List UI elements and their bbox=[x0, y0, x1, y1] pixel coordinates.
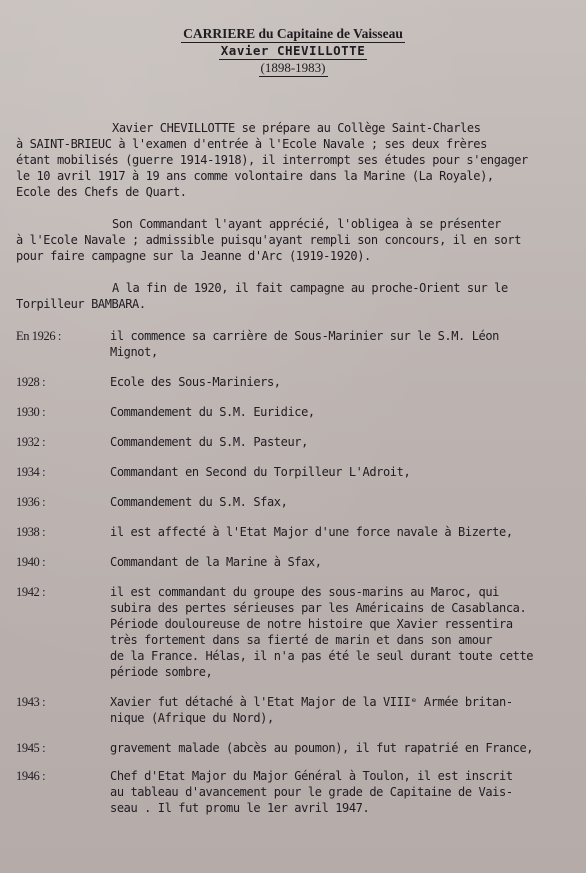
text-line: Xavier fut détaché à l'Etat Major de la VIIIᵉ Armée britan- bbox=[110, 695, 513, 709]
entry-description bbox=[110, 740, 576, 756]
entry-year: 1946 : bbox=[16, 769, 46, 783]
entry-year: 1942 : bbox=[16, 585, 46, 599]
intro-paragraph bbox=[16, 280, 576, 312]
text-line: Commandement du S.M. Pasteur, bbox=[110, 435, 308, 449]
text-line: Xavier CHEVILLOTTE se prépare au Collège Saint-Charles bbox=[112, 121, 481, 135]
entry-description bbox=[110, 584, 576, 680]
career-entry bbox=[16, 768, 576, 816]
text-line: nique (Afrique du Nord), bbox=[110, 711, 274, 725]
text-line: Commandement du S.M. Sfax, bbox=[110, 495, 288, 509]
intro-paragraph bbox=[16, 120, 576, 200]
text-line: il commence sa carrière de Sous-Marinier sur le S.M. Léon bbox=[110, 329, 500, 343]
text-line: pour faire campagne sur la Jeanne d'Arc (1919-1920). bbox=[16, 249, 371, 263]
document-body bbox=[16, 120, 576, 828]
career-entry bbox=[16, 584, 576, 680]
text-line: Commandant en Second du Torpilleur L'Adroit, bbox=[110, 465, 411, 479]
text-line: étant mobilisés (guerre 1914-1918), il interrompt ses études pour s'engager bbox=[16, 153, 528, 167]
text-line: Son Commandant l'ayant apprécié, l'obligea à se présenter bbox=[112, 217, 502, 231]
career-entry bbox=[16, 374, 576, 390]
entry-description bbox=[110, 374, 576, 390]
career-entry bbox=[16, 494, 576, 510]
entry-description bbox=[110, 554, 576, 570]
document-title: CARRIERE du Capitaine de Vaisseau bbox=[183, 26, 403, 41]
text-line: il est commandant du groupe des sous-marins au Maroc, qui bbox=[110, 585, 500, 599]
text-line: au tableau d'avancement pour le grade de Capitaine de Vais- bbox=[110, 785, 513, 799]
entry-year: 1938 : bbox=[16, 525, 46, 539]
entry-year: 1932 : bbox=[16, 435, 46, 449]
text-line: Commandant de la Marine à Sfax, bbox=[110, 555, 322, 569]
entry-description bbox=[110, 404, 576, 420]
career-entry bbox=[16, 464, 576, 480]
text-line: à l'Ecole Navale ; admissible puisqu'ayant rempli son concours, il en sort bbox=[16, 233, 522, 247]
career-entry bbox=[16, 434, 576, 450]
entry-year: 1945 : bbox=[16, 741, 46, 755]
subject-dates: (1898-1983) bbox=[260, 60, 326, 75]
text-line: Commandement du S.M. Euridice, bbox=[110, 405, 315, 419]
text-line: très fortement dans sa fierté de marin et dans son amour bbox=[110, 633, 493, 647]
entry-year: 1936 : bbox=[16, 495, 46, 509]
entry-year: 1943 : bbox=[16, 695, 46, 709]
text-line: il est affecté à l'Etat Major d'une force navale à Bizerte, bbox=[110, 525, 513, 539]
entry-year: En 1926 : bbox=[16, 329, 62, 343]
text-line: à SAINT-BRIEUC à l'examen d'entrée à l'Ecole Navale ; ses deux frères bbox=[16, 137, 487, 151]
entry-year: 1934 : bbox=[16, 465, 46, 479]
career-entry bbox=[16, 740, 576, 756]
text-line: A la fin de 1920, il fait campagne au proche-Orient sur le bbox=[112, 281, 508, 295]
text-line: Chef d'Etat Major du Major Général à Toulon, il est inscrit bbox=[110, 769, 513, 783]
text-line: Mignot, bbox=[110, 345, 158, 359]
subject-name: Xavier CHEVILLOTTE bbox=[220, 43, 366, 58]
entry-description bbox=[110, 768, 576, 816]
text-line: subira des pertes sérieuses par les Américains de Casablanca. bbox=[110, 601, 527, 615]
career-entry bbox=[16, 554, 576, 570]
text-line: Ecole des Chefs de Quart. bbox=[16, 185, 187, 199]
text-line: Période douloureuse de notre histoire que Xavier ressentira bbox=[110, 617, 513, 631]
text-line: le 10 avril 1917 à 19 ans comme volontaire dans la Marine (La Royale), bbox=[16, 169, 494, 183]
entry-description bbox=[110, 524, 576, 540]
career-entry bbox=[16, 328, 576, 360]
entry-description bbox=[110, 464, 576, 480]
document-header bbox=[0, 26, 586, 77]
entry-year: 1930 : bbox=[16, 405, 46, 419]
entry-year: 1940 : bbox=[16, 555, 46, 569]
text-line: gravement malade (abcès au poumon), il fut rapatrié en France, bbox=[110, 741, 534, 755]
entry-description bbox=[110, 328, 576, 360]
text-line: période sombre, bbox=[110, 665, 213, 679]
entry-description bbox=[110, 494, 576, 510]
text-line: Torpilleur BAMBARA. bbox=[16, 297, 146, 311]
career-timeline bbox=[16, 328, 576, 816]
text-line: de la France. Hélas, il n'a pas été le seul durant toute cette bbox=[110, 649, 534, 663]
text-line: seau . Il fut promu le 1er avril 1947. bbox=[110, 801, 370, 815]
career-entry bbox=[16, 524, 576, 540]
entry-description bbox=[110, 694, 576, 726]
career-entry bbox=[16, 694, 576, 726]
entry-year: 1928 : bbox=[16, 375, 46, 389]
entry-description bbox=[110, 434, 576, 450]
intro-paragraph bbox=[16, 216, 576, 264]
career-entry bbox=[16, 404, 576, 420]
text-line: Ecole des Sous-Mariniers, bbox=[110, 375, 281, 389]
